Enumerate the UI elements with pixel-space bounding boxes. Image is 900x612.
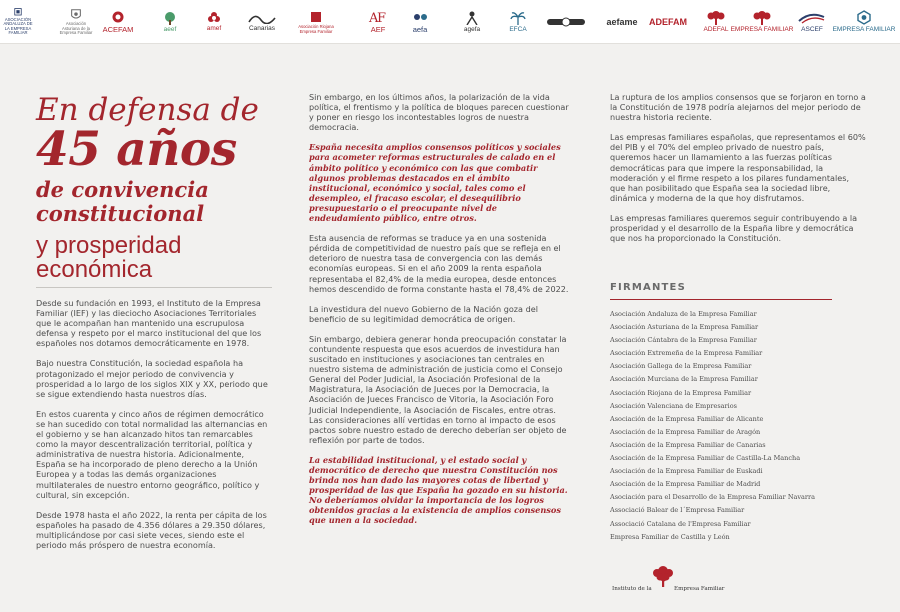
firmante-item: Asociación Riojana de la Empresa Familiar [610,388,752,397]
logo-ascef [793,8,831,36]
logo-text: ADEFAM [649,16,687,27]
logo-canarias [241,8,283,36]
logo-text: EFCA [509,25,527,33]
paragraph: En estos cuarenta y cinco años de régimen democrático se han sucedido con total normalidad las alternancias en el gobierno y se han alcanzado hitos tan remarcables como la mayor descentralización territorial, política y administrativa de nuestra historia. Adicionalmente, España se ha incorporado de pleno derecho a la Unión Europea y a todas las demás organizaciones multilaterales de nuestro entorno geográfico, político y cultural, sin excepción. [36,408,268,500]
firmante-item: Associació Balear de l´Empresa Familiar [610,506,745,515]
logo-acefam [98,8,138,36]
highlighted-paragraph: España necesita amplios consensos políticos y sociales para acometer reformas estructurales de calado en el ámbito político y económico con las que combatir algunos problemas destacados en el ámbito institucional, económico y social, tales como el desempleo, el fracaso escolar, el desequilibrio presupuestario o el preocupante nivel de endeudamiento público, entre otros. [309,142,561,224]
paragraph: Sin embargo, debiera generar honda preocupación constatar la contundente respuesta que esos acuerdos de investidura han suscitado en instituciones y asociaciones tan centrales en nuestro sistema de administración de justicia como el Consejo General del Poder Judicial, la Asociación Profesional de la Magistratura, la Asociación de Jueces por la Democracia, la Asociación de Jueces Francisco de Vitoria, la Asociación Foro Judicial Independiente, la Asociación de Fiscales, entre otras. Las consideraciones allí vertidas en torno al impacto de esos pactos sobre nuestro estado de derecho deberían ser objeto de reflexión por parte de todos. [309,333,567,445]
logo-text: AEF [370,25,386,35]
firmante-item: Asociación para el Desarrollo de la Empresa Familiar Navarra [610,493,816,502]
logo-amef [197,8,231,36]
paragraph: La investidura del nuevo Gobierno de la Nación goza del beneficio de su legitimidad democrática de origen. [309,303,538,324]
logo-asturiana [59,8,93,36]
logo-text: aefame [606,16,638,27]
logo-text: agefa [463,25,481,33]
paragraph: La ruptura de los amplios consensos que se forjaron en torno a la Constitución de 1978 podría alejarnos del mejor periodo de nuestra historia reciente. [610,92,866,123]
logo-text: ACEFAM [102,25,134,35]
logo-riojana [291,8,341,36]
logo-text: Canarias [248,24,275,32]
title-line-2: 45 años [36,122,237,177]
firmantes-heading: FIRMANTES [610,282,686,293]
firmante-item: Asociación de la Empresa Familiar de Castilla-La Mancha [610,454,801,463]
logo-efca [503,8,533,36]
firmante-item: Asociación de la Empresa Familiar de Canarias [610,440,766,449]
firmante-item: Asociación Gallega de la Empresa Familiar [610,362,752,371]
firmante-item: Asociación de la Empresa Familiar de Euskadi [610,467,763,476]
logo-aeef [152,8,188,36]
logo-text: aeef [163,25,177,33]
firmantes-divider [610,299,832,300]
firmante-item: Asociación Murciana de la Empresa Familiar [610,375,758,384]
logo-crest [545,8,587,36]
body-column-3 [610,92,866,253]
ief-logo [612,566,762,596]
body-column-1 [36,298,268,560]
paragraph: Desde 1978 hasta el año 2022, la renta per cápita de los españoles ha pasado de 4.356 dólares a 29.350 dólares, multiplicándose por casi siete veces, siendo este el periodo más próspero de nuestra economía. [36,509,267,550]
paragraph: Las empresas familiares españolas, que representamos el 60% del PIB y el 70% del empleo privado de nuestro país, queremos hacer un llamamiento a las fuerzas políticas democráticas para que impere la responsabilidad, la moderación y el firme respeto a los pilares fundamentales, que han posibilitado que España sea la sociedad libre, dinámica y moderna de la que hoy disfrutamos. [610,132,866,203]
paragraph: Bajo nuestra Constitución, la sociedad española ha protagonizado el mejor periodo de convivencia y prosperidad a lo largo de los siglos XIX y XX, periodo que se sigue extendiendo hasta nuestros días. [36,358,268,399]
firmante-item: Empresa Familiar de Castilla y León [610,532,730,541]
svg-text:F: F [377,11,387,25]
firmante-item: Asociación de la Empresa Familiar de Alicante [610,414,764,423]
logo-empresa-familiar [730,8,794,36]
ief-logo-text-right: Empresa Familiar [674,586,725,592]
tree-icon [648,566,678,588]
highlighted-paragraph: La estabilidad institucional, y el estado social y democrático de derecho que nuestra Constitución nos brinda nos han dado las mayores cotas de libertad y prosperidad de las que España ha gozado en su historia. No deberíamos olvidar la importancia de los logros obtenidos gracias a la existencia de amplios consensos que unen a la sociedad. [309,454,568,526]
logo-text: ASCEF [801,25,823,33]
logo-text: ADEFAL [703,25,729,33]
title-line-4: y prosperidad económica [36,232,182,283]
logo-text: Asociación Riojana Empresa Familiar [298,23,334,34]
paragraph: Esta ausencia de reformas se traduce ya en una sostenida pérdida de competitividad de nuestro país que se refleja en el deterioro de nuestra tasa de convergencia con las demás economías europeas. Si en el año 2009 la renta española representaba el 82,4% de la media europea, desde entonces hemos descendido de forma constante hasta el 78,4% de 2022. [309,233,569,294]
logo-adefal [703,8,729,36]
logo-aefame [606,8,638,36]
ief-logo-text-left: Instituto de la [612,586,652,592]
logo-text: aefa [412,25,428,35]
firmante-item: Asociación Cántabra de la Empresa Familiar [610,336,757,345]
logo-aef-navarra [365,8,391,36]
logo-text: Asociación Asturiana de la Empresa Familiar [59,21,93,36]
firmantes-list [610,308,870,544]
logo-text: ASOCIACIÓN ANDALUZA DE LA EMPRESA FAMILIAR [3,16,33,36]
logo-text: amef [206,25,222,33]
title-divider [36,287,272,288]
paragraph: Sin embargo, en los últimos años, la polarización de la vida política, el frentismo y la política de bloques parecen cuestionar y poner en riesgo los incontestables logros de nuestra democracia. [309,92,569,133]
firmante-item: Asociación Asturiana de la Empresa Familiar [610,323,759,332]
title-line-1: En defensa de [36,92,259,128]
firmante-item: Asociación de la Empresa Familiar de Aragón [610,427,761,436]
firmante-item: Asociación de la Empresa Familiar de Madrid [610,480,761,489]
title-line-3: de convivencia constitucional [36,177,209,226]
firmante-item: Asociación Valenciana de Empresarios [610,401,737,410]
logo-text: EMPRESA FAMILIAR [832,26,896,34]
paragraph: Desde su fundación en 1993, el Instituto de la Empresa Familiar (IEF) y las dieciocho Asociaciones Territoriales que le acompañan han mantenido una escrupulosa defensa y respeto por el marco institucional del que los españoles nos dotamos democráticamente en 1978. [36,298,262,349]
paragraph: Las empresas familiares queremos seguir contribuyendo a la prosperidad y el desarrollo de la España libre y democrática que nos ha proporcionado la Constitución. [610,212,858,244]
logo-aefa [401,8,439,36]
firmante-item: Associació Catalana de l'Empresa Familiar [610,519,751,528]
logo-asociacion-andaluza [3,8,33,36]
svg-text:A: A [369,11,379,25]
logo-adefam [651,8,685,36]
sponsor-logo-bar [0,0,900,44]
body-column-2 [309,92,571,536]
firmante-item: Asociación Andaluza de la Empresa Familiar [610,310,757,318]
logo-text: EMPRESA FAMILIAR [730,25,794,33]
firmante-item: Asociación Extremeña de la Empresa Familiar [610,349,763,358]
logo-agefa [460,8,484,36]
logo-ef-castilla-leon [832,8,896,36]
